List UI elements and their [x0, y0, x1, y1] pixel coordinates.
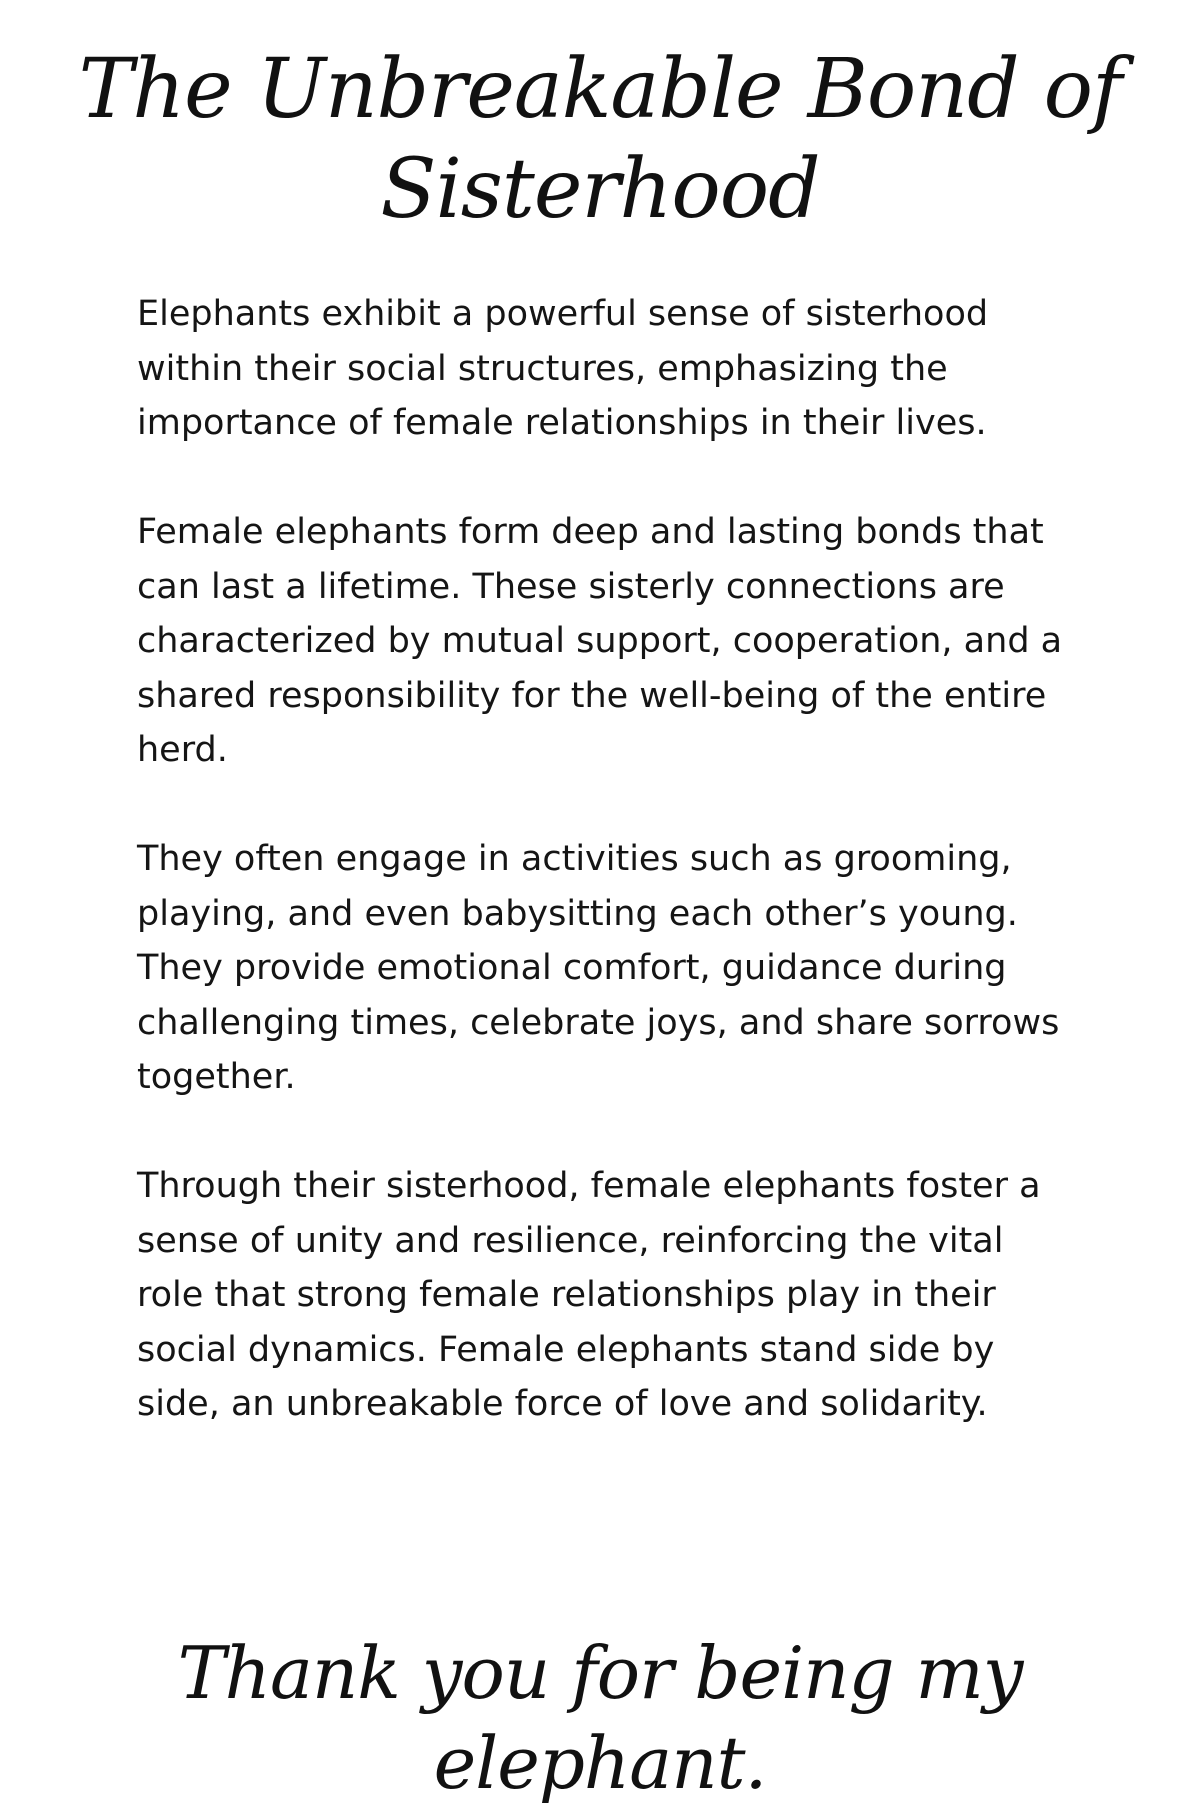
document-body [137, 287, 1067, 1432]
document-title: The Unbreakable Bond of Sisterhood [78, 42, 1122, 237]
paragraph-4: Through their sisterhood, female elephants foster a sense of unity and resilience, reinforcing the vital role that strong female relationships play in their social dynamics. Female elephants stand side by side, an unbreakable force of love and solidarity. [137, 1166, 1041, 1424]
paragraph-3: They often engage in activities such as grooming, playing, and even babysitting each other’s young. They provide emotional comfort, guidance during challenging times, celebrate joys, and share sorrows together. [137, 839, 1060, 1097]
paragraph-1: Elephants exhibit a powerful sense of sisterhood within their social structures, emphasizing the importance of female relationships in their lives. [137, 294, 989, 443]
closing-message: Thank you for being my elephant. [177, 1631, 1023, 1805]
paragraph-2: Female elephants form deep and lasting bonds that can last a lifetime. These sisterly connections are characterized by mutual support, cooperation, and a shared responsibility for the well-being of the entire herd. [137, 512, 1063, 770]
